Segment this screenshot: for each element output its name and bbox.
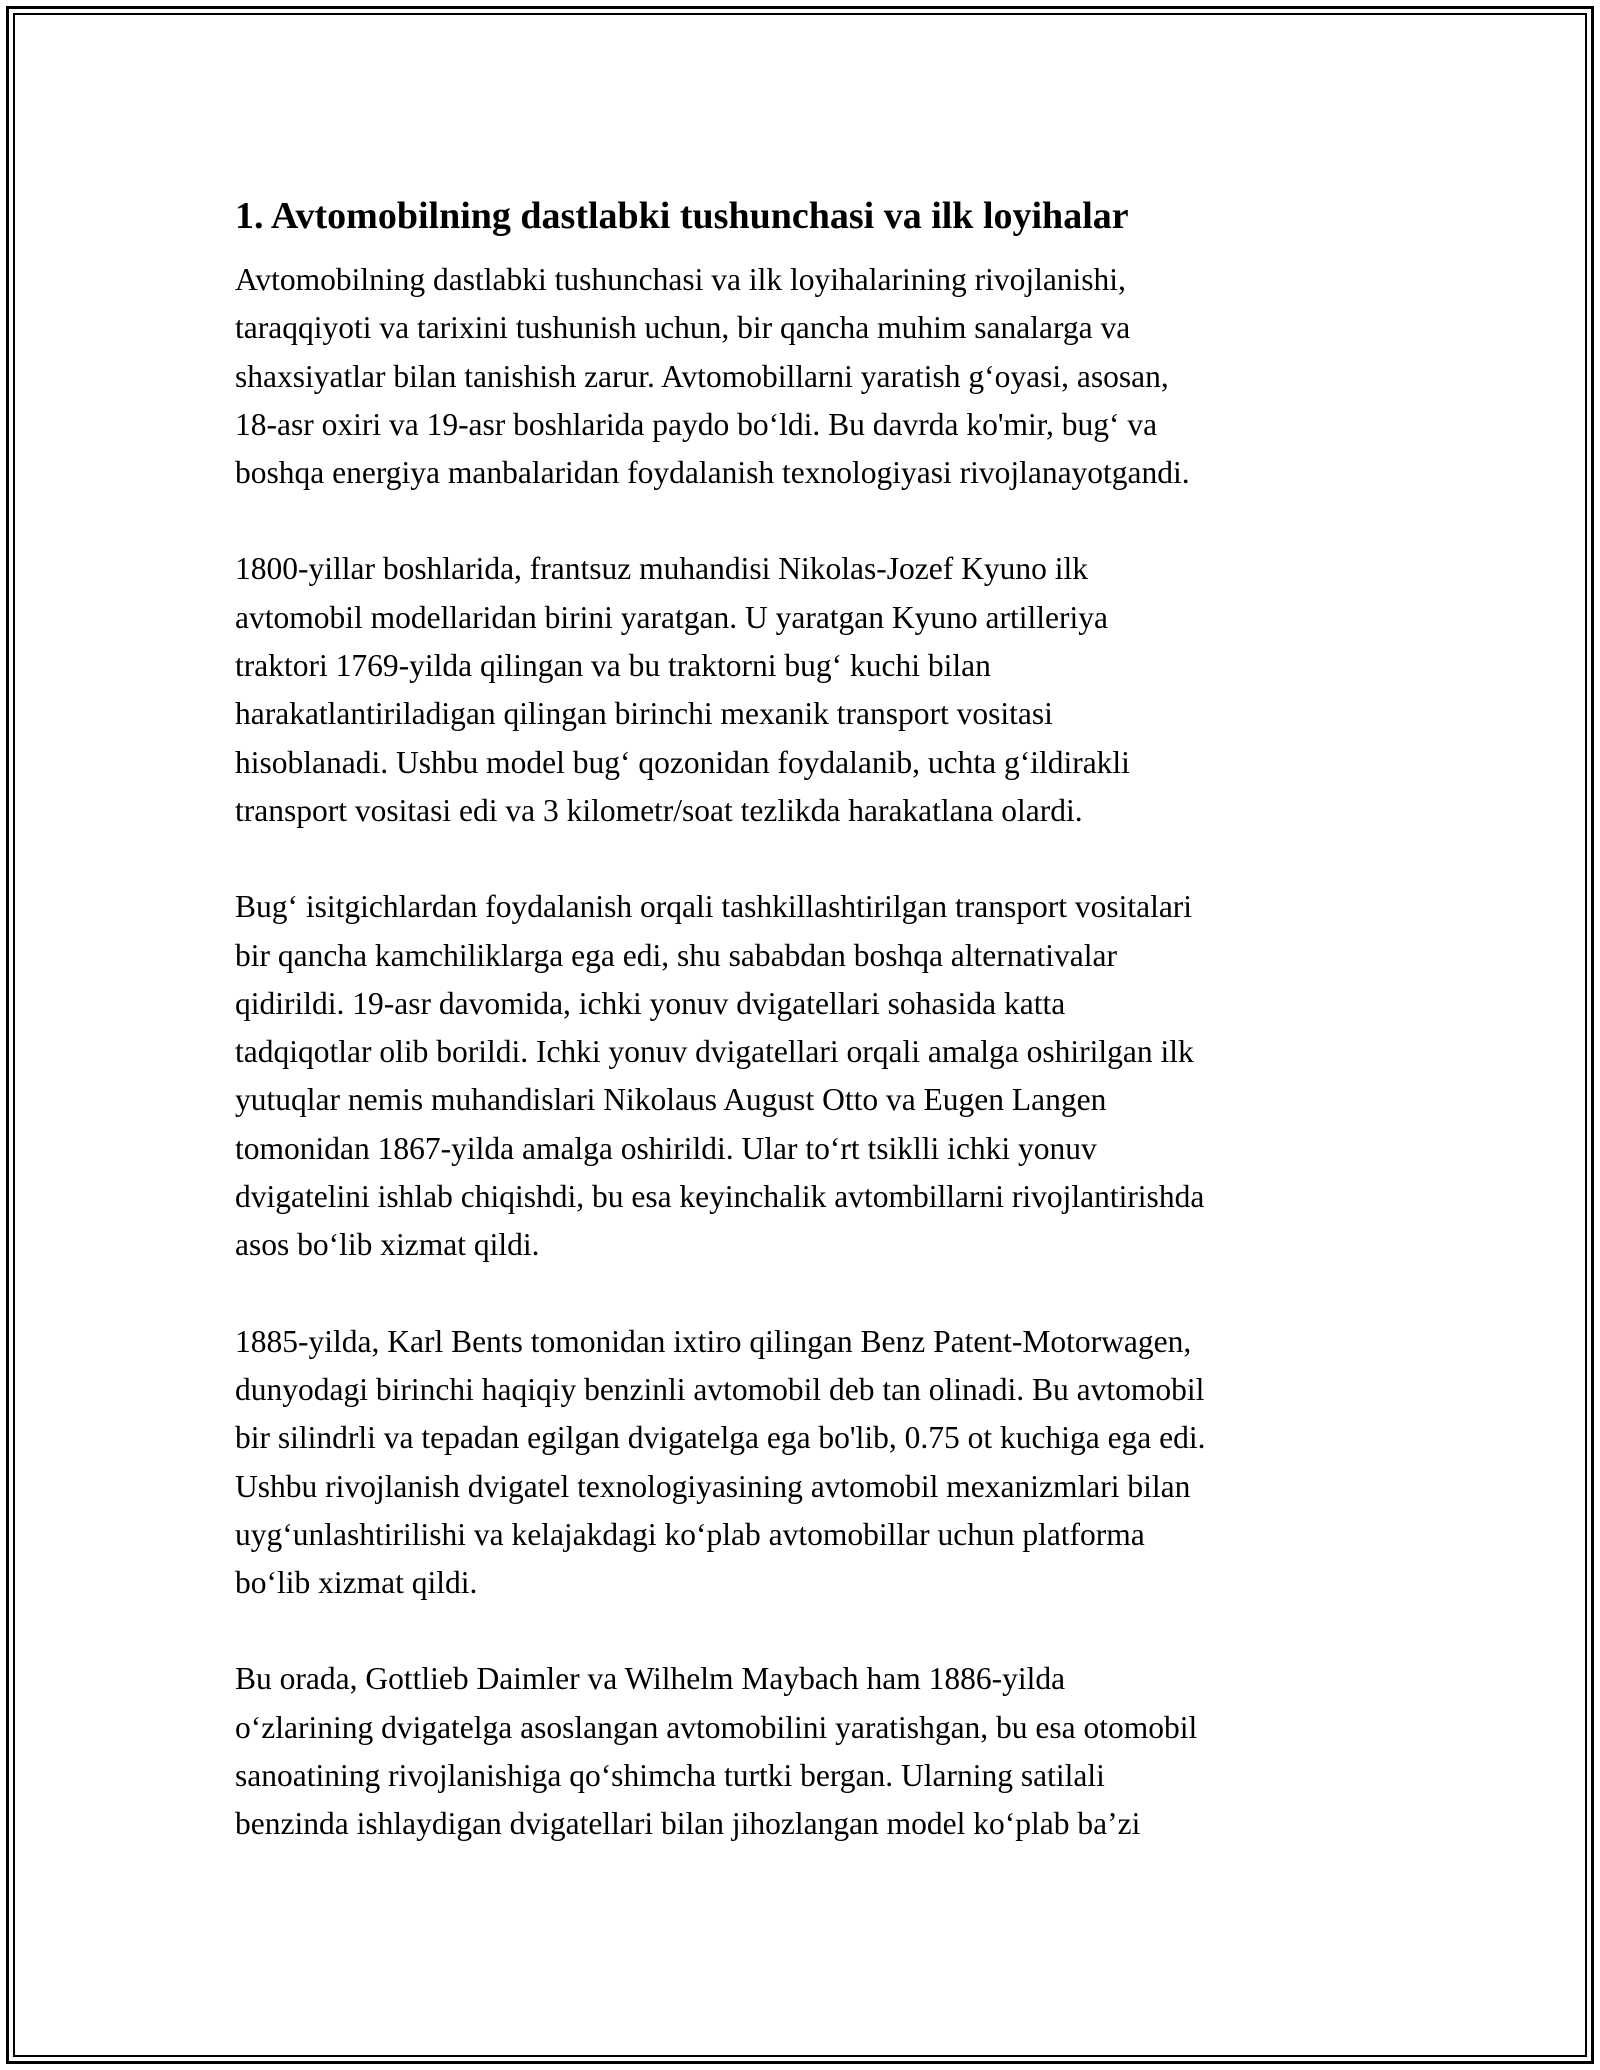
- text-line: boshqa energiya manbalaridan foydalanish texnologiyasi rivojlanayotgandi.: [235, 455, 1190, 491]
- text-line: avtomobil modellaridan birini yaratgan. U yaratgan Kyuno artilleriya: [235, 599, 1108, 635]
- text-line: o‘zlarining dvigatelga asoslangan avtomobilini yaratishgan, bu esa otomobil: [235, 1709, 1198, 1745]
- text-line: traktori 1769-yilda qilingan va bu traktorni bug‘ kuchi bilan: [235, 648, 991, 684]
- text-line: tadqiqotlar olib borildi. Ichki yonuv dvigatellari orqali amalga oshirilgan ilk: [235, 1034, 1194, 1070]
- text-line: bir qancha kamchiliklarga ega edi, shu sababdan boshqa alternativalar: [235, 937, 1117, 973]
- text-line: Avtomobilning dastlabki tushunchasi va ilk loyihalarining rivojlanishi,: [235, 262, 1126, 297]
- text-line: 1885-yilda, Karl Bents tomonidan ixtiro qilingan Benz Patent-Motorwagen,: [235, 1323, 1192, 1359]
- text-line: dunyodagi birinchi haqiqiy benzinli avtomobil deb tan olinadi. Bu avtomobil: [235, 1371, 1205, 1407]
- text-line: yutuqlar nemis muhandislari Nikolaus August Otto va Eugen Langen: [235, 1082, 1107, 1118]
- section-heading: 1. Avtomobilning dastlabki tushunchasi va ilk loyihalar: [235, 195, 1129, 237]
- text-line: tomonidan 1867-yilda amalga oshirildi. Ular to‘rt tsiklli ichki yonuv: [235, 1130, 1097, 1166]
- text-line: bir silindrli va tepadan egilgan dvigatelga ega bo'lib, 0.75 ot kuchiga ega edi.: [235, 1420, 1206, 1456]
- text-line: qidirildi. 19-asr davomida, ichki yonuv dvigatellari sohasida katta: [235, 985, 1066, 1021]
- paragraph-1: [235, 256, 1385, 497]
- text-line: shaxsiyatlar bilan tanishish zarur. Avtomobillarni yaratish g‘oyasi, asosan,: [235, 358, 1169, 394]
- paragraph-3: [235, 883, 1385, 1269]
- text-line: taraqqiyoti va tarixini tushunish uchun, bir qancha muhim sanalarga va: [235, 310, 1131, 346]
- paragraph-5: [235, 1655, 1385, 1848]
- paragraph-4: [235, 1318, 1385, 1608]
- text-line: Bug‘ isitgichlardan foydalanish orqali tashkillashtirilgan transport vositalari: [235, 889, 1193, 925]
- text-line: 1800-yillar boshlarida, frantsuz muhandisi Nikolas-Jozef Kyuno ilk: [235, 551, 1088, 587]
- text-line: Bu orada, Gottlieb Daimler va Wilhelm Maybach ham 1886-yilda: [235, 1661, 1066, 1697]
- text-line: hisoblanadi. Ushbu model bug‘ qozonidan foydalanib, uchta g‘ildirakli: [235, 744, 1130, 780]
- text-line: dvigatelini ishlab chiqishdi, bu esa keyinchalik avtombillarni rivojlantirishda: [235, 1179, 1205, 1215]
- text-line: sanoatining rivojlanishiga qo‘shimcha turtki bergan. Ularning satilali: [235, 1758, 1105, 1794]
- text-line: uyg‘unlashtirilishi va kelajakdagi ko‘plab avtomobillar uchun platforma: [235, 1516, 1145, 1552]
- paragraph-2: [235, 545, 1385, 835]
- text-line: 18-asr oxiri va 19-asr boshlarida paydo bo‘ldi. Bu davrda ko'mir, bug‘ va: [235, 406, 1158, 442]
- text-line: asos bo‘lib xizmat qildi.: [235, 1227, 540, 1263]
- text-line: Ushbu rivojlanish dvigatel texnologiyasining avtomobil mexanizmlari bilan: [235, 1468, 1191, 1504]
- text-line: bo‘lib xizmat qildi.: [235, 1565, 478, 1601]
- text-line: transport vositasi edi va 3 kilometr/soat tezlikda harakatlana olardi.: [235, 792, 1083, 828]
- document-body: [235, 188, 1385, 1897]
- text-line: harakatlantiriladigan qilingan birinchi mexanik transport vositasi: [235, 696, 1053, 732]
- text-line: benzinda ishlaydigan dvigatellari bilan jihozlangan model ko‘plab ba’zi: [235, 1806, 1141, 1842]
